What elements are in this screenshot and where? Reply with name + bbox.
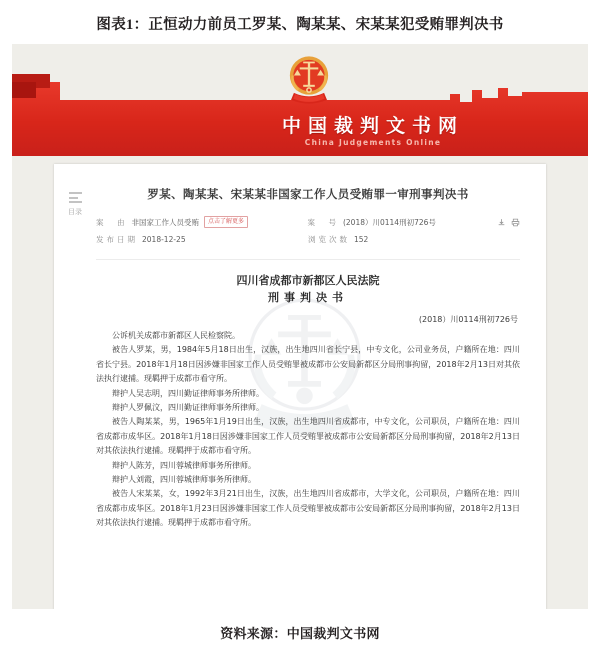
- meta-views-label: 浏览次数: [308, 235, 350, 244]
- judgment-paragraph: 公诉机关成都市新都区人民检察院。: [112, 331, 240, 340]
- court-name: 四川省成都市新都区人民法院: [236, 274, 380, 287]
- meta-case-no-value: (2018）川0114刑初726号: [342, 217, 436, 227]
- meta-cause: [96, 216, 307, 228]
- judgment-paragraph: 辩护人陈芳，四川蓉城律师事务所律师。: [112, 460, 256, 470]
- download-icon[interactable]: [497, 218, 506, 227]
- case-number-line: (2018）川0114刑初726号: [418, 315, 518, 324]
- source-line: 资料来源：中国裁判文书网: [220, 626, 380, 641]
- judgment-paragraph: 辩护人吴志明，四川勤证律师事务所律师。: [112, 388, 264, 398]
- print-icon[interactable]: [511, 218, 520, 227]
- meta-case-no-label: 案 号: [307, 217, 339, 227]
- document-area: [12, 156, 588, 609]
- meta-cause-label: 案 由: [96, 217, 128, 227]
- site-banner: [12, 44, 588, 156]
- document-card: [54, 164, 546, 609]
- document-content: [54, 164, 546, 531]
- meta-publish-date: [96, 234, 308, 245]
- meta-cause-value: 非国家工作人员受贿: [131, 217, 199, 227]
- document-title: 罗某、陶某某、宋某某非国家工作人员受贿罪一审刑事判决书: [147, 187, 469, 201]
- meta-publish-value: 2018-12-25: [142, 235, 186, 244]
- banner-notch: [60, 82, 450, 100]
- document-actions: [497, 218, 520, 227]
- court-heading: [96, 260, 520, 307]
- document-meta: [96, 216, 520, 260]
- banner-step: [472, 82, 482, 90]
- sidebar-toc-label: 目录: [68, 208, 82, 216]
- judgment-paragraph: 被告人陶某某，男，1965年1月19日出生，汉族，出生地四川省成都市，中专文化，公司职员，户籍所在地：四川省成都市成华区。2018年1月18日因涉嫌非国家工作人员受贿罪被成都市公安局新都区分局刑事拘留，2018年2月13日对其依法执行逮捕。现羁押于成都市看守所。: [96, 417, 520, 456]
- judgment-paragraph: 辩护人刘霞，四川蓉城律师事务所律师。: [112, 475, 256, 485]
- banner-title-group: [208, 117, 538, 147]
- banner-step: [508, 82, 522, 96]
- court-emblem-icon: [280, 50, 338, 108]
- meta-publish-label: 发布日期: [96, 235, 138, 244]
- banner-step: [460, 82, 472, 102]
- learn-more-tag[interactable]: 点击了解更多: [204, 216, 248, 228]
- banner-step: [498, 82, 508, 88]
- site-name-en: China Judgements Online: [304, 138, 442, 147]
- judgment-paragraph: 被告人宋某某，女，1992年3月21日出生，汉族，出生地四川省成都市，大学文化，公司职员，户籍所在地：四川省成都市成华区。2018年1月23日因涉嫌非国家工作人员受贿罪被成都市公安局新都区分局刑事拘留，2018年2月13日对其依法执行逮捕。现羁押于成都市看守所。: [96, 489, 520, 528]
- banner-step: [482, 82, 498, 98]
- judgment-paragraph: 辩护人罗佩汶，四川勤证律师事务所律师。: [112, 403, 264, 413]
- document-type-heading: 刑事判决书: [268, 291, 348, 304]
- meta-case-no: [307, 217, 497, 228]
- meta-views-value: 152: [354, 235, 369, 244]
- judgment-paragraph: 被告人罗某，男，1984年5月18日出生，汉族，出生地四川省长宁县，中专文化，公司业务员，户籍所在地：四川省长宁县。2018年1月18日因涉嫌非国家工作人员受贿罪被成都市公安局新都区分局刑事拘留，2018年2月13日对其依法执行逮捕。现羁押于成都市看守所。: [96, 345, 520, 384]
- meta-views: [308, 234, 498, 245]
- screenshot-frame: [12, 44, 588, 609]
- banner-corner-accent: [12, 82, 36, 98]
- judgment-body: [96, 329, 520, 531]
- site-name-cn: 中国裁判文书网: [281, 115, 464, 137]
- figure-caption: 图表1：正恒动力前员工罗某、陶某某、宋某某犯受贿罪判决书: [96, 17, 504, 33]
- banner-step: [522, 82, 588, 92]
- meta-row: [96, 216, 520, 228]
- meta-row: [96, 234, 520, 245]
- banner-step: [450, 82, 460, 94]
